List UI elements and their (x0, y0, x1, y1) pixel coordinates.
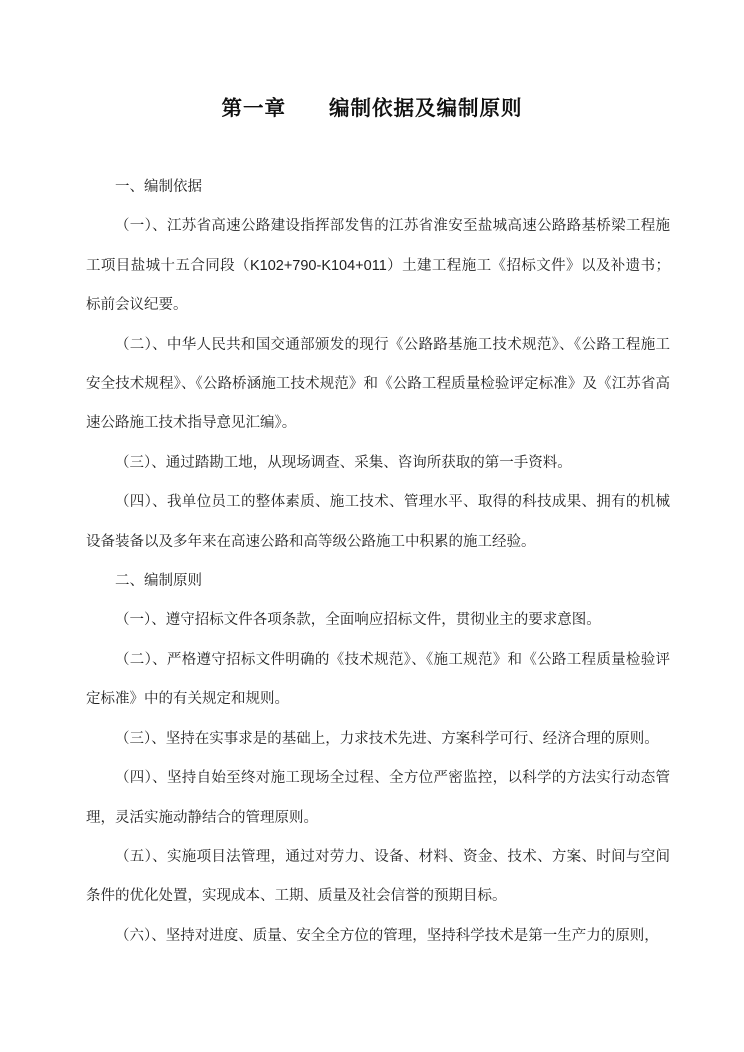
section-heading-1: 一、编制依据 (115, 179, 202, 195)
paragraph: （一）、遵守招标文件各项条款，全面响应招标文件，贯彻业主的要求意图。 (115, 612, 601, 629)
paragraph: （三）、通过踏勘工地，从现场调查、采集、咨询所获取的第一手资料。 (115, 454, 572, 471)
paragraph: （五）、实施项目法管理，通过对劳力、设备、材料、资金、技术、方案、时间与空间条件的优化处置，实现成本、工期、质量及社会信誉的预期目标。 (86, 848, 670, 905)
section-heading-2: 二、编制原则 (115, 573, 202, 590)
paragraph: （一）、江苏省高速公路建设指挥部发售的江苏省淮安至盐城高速公路路基桥梁工程施工项目盐城十五合同段（K102+790-K104+011）土建工程施工《招标文件》以及补遗书；标前会议纪要。 (86, 218, 670, 314)
paragraph: （三）、坚持在实事求是的基础上，力求技术先进、方案科学可行、经济合理的原则。 (115, 730, 659, 747)
paragraph: （四）、坚持自始至终对施工现场全过程、全方位严密监控，以科学的方法实行动态管理，灵活实施动静结合的管理原则。 (86, 770, 670, 826)
paragraph: （二）、中华人民共和国交通部颁发的现行《公路路基施工技术规范》、《公路工程施工安全技术规程》、《公路桥涵施工技术规范》和《公路工程质量检验评定标准》及《江苏省高速公路施工技术指导意见汇编》。 (86, 336, 670, 432)
paragraph: （二）、严格遵守招标文件明确的《技术规范》、《施工规范》和《公路工程质量检验评定标准》中的有关规定和规则。 (86, 651, 670, 708)
document-body (86, 168, 670, 956)
chapter-title: 第一章 编制依据及编制原则 (221, 97, 523, 120)
paragraph: （六）、坚持对进度、质量、安全全方位的管理，坚持科学技术是第一生产力的原则， (115, 927, 659, 944)
paragraph: （四）、我单位员工的整体素质、施工技术、管理水平、取得的科技成果、拥有的机械设备装备以及多年来在高速公路和高等级公路施工中积累的施工经验。 (86, 494, 670, 550)
